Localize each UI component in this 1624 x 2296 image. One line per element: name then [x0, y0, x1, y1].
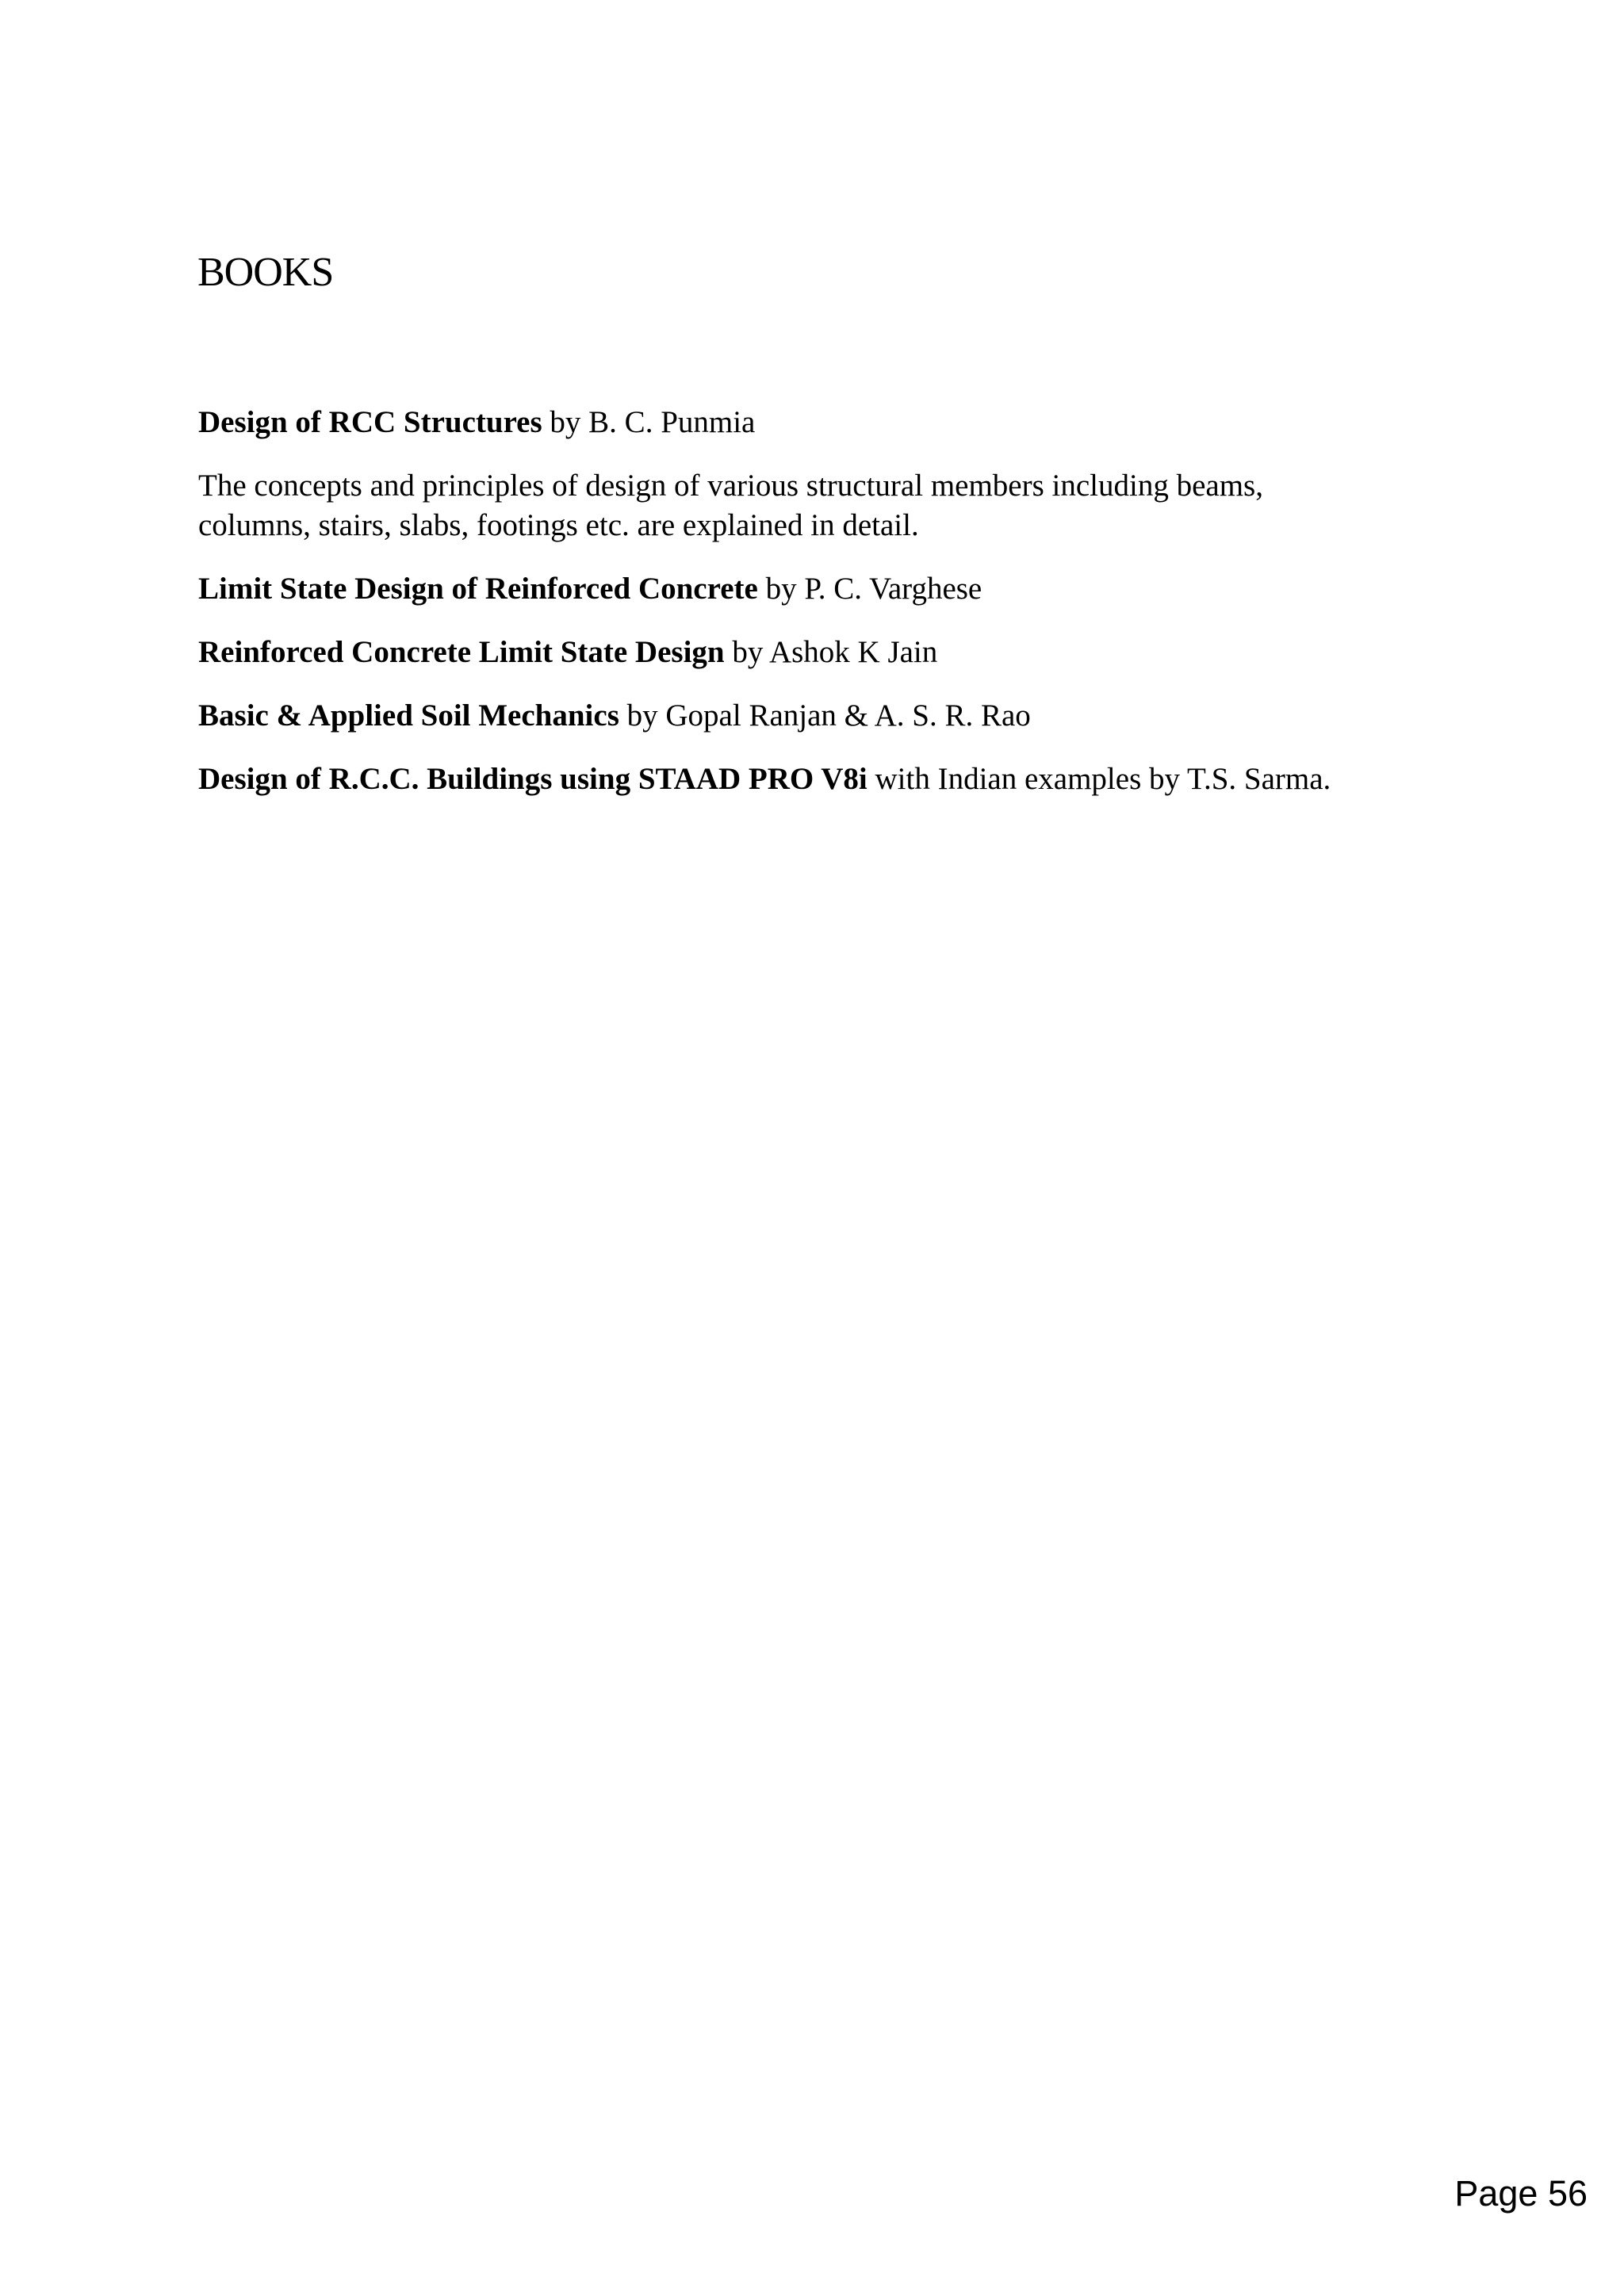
description-line: The concepts and principles of design of various structural members including beams, — [198, 469, 1263, 503]
book-author: by Ashok K Jain — [724, 635, 938, 669]
book-title: Basic & Applied Soil Mechanics — [198, 698, 619, 733]
book-title: Design of R.C.C. Buildings using STAAD PRO V8i — [198, 762, 868, 796]
book-description — [198, 466, 1546, 545]
book-entry — [198, 696, 1546, 736]
book-author: by Gopal Ranjan & A. S. R. Rao — [619, 698, 1031, 733]
page-number: Page 56 — [1454, 2173, 1588, 2214]
book-entry — [198, 760, 1546, 799]
book-title: Reinforced Concrete Limit State Design — [198, 635, 725, 669]
book-entry — [198, 403, 1546, 442]
description-line: columns, stairs, slabs, footings etc. are explained in detail. — [198, 508, 919, 542]
book-title: Design of RCC Structures — [198, 405, 542, 439]
book-author: with Indian examples by T.S. Sarma. — [867, 762, 1331, 796]
books-list — [198, 403, 1546, 823]
book-entry — [198, 633, 1546, 672]
book-author: by P. C. Varghese — [757, 572, 982, 606]
page-heading: BOOKS — [197, 250, 334, 295]
book-author: by B. C. Punmia — [542, 405, 756, 439]
book-entry — [198, 569, 1546, 609]
book-title: Limit State Design of Reinforced Concrete — [198, 572, 758, 606]
